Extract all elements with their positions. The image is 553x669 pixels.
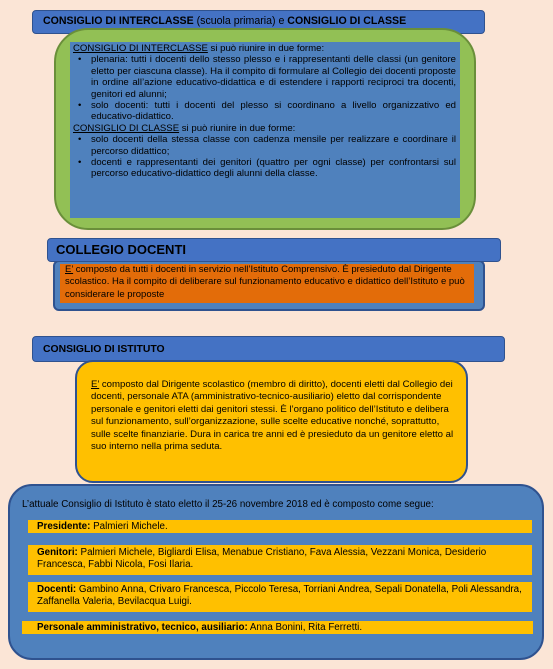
- list-item: • solo docenti della stessa classe con cadenza mensile per realizzare e coordinare il percorso didattico;: [91, 134, 456, 157]
- list-item: • docenti e rappresentanti dei genitori (quattro per ogni classe) per confrontarsi sul percorso educativo-didattico degli alunni della classe.: [91, 157, 456, 180]
- interclasse-title: CONSIGLIO DI INTERCLASSE (scuola primaria) e CONSIGLIO DI CLASSE: [43, 15, 407, 27]
- collegio-title: COLLEGIO DOCENTI: [56, 242, 186, 257]
- docenti-row: Docenti: Gambino Anna, Crivaro Francesca, Piccolo Teresa, Torriani Andrea, Sepali Donatella, Poli Alessandra, Zaffanella Valeria, Bevilacqua Luigi.: [37, 584, 522, 608]
- istituto-header: [32, 336, 505, 362]
- attuale-intro: L’attuale Consiglio di Istituto è stato eletto il 25-26 novembre 2018 ed è composto come segue:: [22, 499, 434, 510]
- collegio-header: [47, 238, 501, 262]
- istituto-description: E’ composto dal Dirigente scolastico (membro di diritto), docenti eletti dal Collegio dei docenti, personale ATA (amministrativo-tecnico-ausiliario) eletto dal corrispondente personale e genitori eletti dai genitori stessi. È l’organo politico dell’Istituto e delibera sul funzionamento, sull’organizzazione, sulle scelte educative nonché, soprattutto, sulle scelte finanziarie. Dura in carica tre anni ed è presieduto da un genitore eletto al suo interno nella prima seduta.: [75, 360, 468, 483]
- presidente-row: Presidente: Palmieri Michele.: [37, 521, 168, 532]
- istituto-title: CONSIGLIO DI ISTITUTO: [43, 344, 165, 355]
- classe-list: [73, 134, 456, 180]
- interclasse-list: [73, 54, 456, 122]
- list-item: • plenaria: tutti i docenti dello stesso plesso e i rappresentanti delle classi (un genitore eletto per ciascuna classe). Ha il compito di formulare al Collegio dei docenti proposte in ordine all’azione educativo-didattica e di estendere i rapporti reciproci tra docenti, genitori ed alunni;: [91, 54, 456, 100]
- list-item: • solo docenti: tutti i docenti del plesso si coordinano a livello organizzativo ed educativo-didattico.: [91, 100, 456, 123]
- collegio-description: E’ composto da tutti i docenti in servizio nell’Istituto Comprensivo. È presieduto dal Dirigente scolastico. Ha il compito di deliberare sul funzionamento educativo e didattico dell’Istituto e può considerare le proposte: [60, 264, 474, 303]
- classe-intro: CONSIGLIO DI CLASSE si può riunire in due forme:: [73, 122, 296, 134]
- genitori-row: Genitori: Palmieri Michele, Bigliardi Elisa, Menabue Cristiano, Fava Alessia, Vezzani Monica, Desiderio Francesca, Fabbi Nicola, Fosi Ilaria.: [37, 547, 487, 571]
- interclasse-content: [70, 42, 460, 218]
- personale-row: Personale amministrativo, tecnico, ausiliario: Anna Bonini, Rita Ferretti.: [37, 622, 363, 633]
- interclasse-intro: CONSIGLIO DI INTERCLASSE si può riunire in due forme:: [73, 43, 325, 54]
